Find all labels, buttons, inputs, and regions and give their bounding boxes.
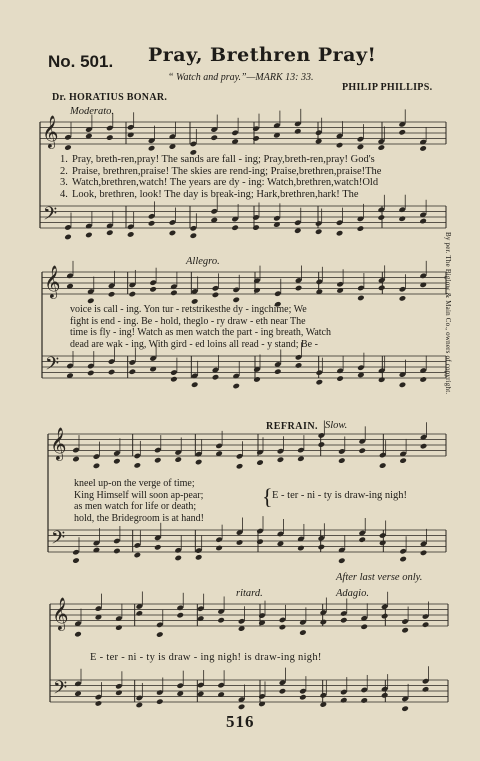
- note-head: [170, 376, 178, 383]
- note-head: [420, 443, 428, 450]
- note-head: [399, 457, 407, 464]
- note-head: [320, 619, 328, 626]
- note-head: [115, 624, 123, 631]
- note-head: [299, 694, 307, 701]
- note-head: [212, 292, 220, 299]
- refrain-lyrics: E - ter - ni - ty is draw-ing nigh!: [272, 490, 408, 501]
- note-head: [274, 368, 282, 375]
- lyric-line: hold, the Bridegroom is at hand!: [74, 512, 204, 524]
- note-head: [357, 225, 365, 232]
- lyric-line: voice is call - ing. Yon tur - retstrikesthe dy - ingchime; We: [70, 304, 307, 315]
- note-head: [360, 624, 368, 631]
- note-head: [174, 555, 182, 562]
- note-head: [190, 232, 198, 239]
- note-head: [379, 462, 387, 469]
- note-head: [318, 441, 326, 448]
- note-head: [87, 370, 95, 377]
- note-head: [336, 375, 344, 382]
- lyric-line: 3. Watch,brethren,watch! The years are dy - ing: Watch,brethren,watch!Old: [60, 177, 379, 188]
- note-head: [358, 536, 366, 543]
- note-head: [252, 135, 260, 142]
- note-head: [253, 376, 261, 383]
- note-head: [419, 145, 427, 152]
- note-head: [210, 134, 218, 141]
- lyric-line: as men watch for life or death;: [74, 501, 197, 512]
- note-head: [338, 557, 346, 564]
- composer-credit: PHILIP PHILLIPS.: [342, 82, 433, 93]
- performance-note: After last verse only.: [336, 572, 423, 583]
- tempo-marking: Slow.: [325, 420, 348, 431]
- note-head: [113, 458, 121, 465]
- note-head: [129, 368, 137, 375]
- note-head: [64, 234, 72, 241]
- note-head: [253, 287, 261, 294]
- note-head: [294, 128, 302, 135]
- note-head: [232, 383, 240, 390]
- lyric-line: kneel up-on the verge of time;: [74, 478, 195, 489]
- note-head: [74, 631, 82, 638]
- note-head: [378, 144, 386, 151]
- system4-bass-clef: 𝄢: [53, 678, 68, 703]
- note-head: [238, 704, 246, 711]
- page-number: 516: [226, 712, 255, 731]
- brace: {: [262, 484, 273, 509]
- note-head: [195, 554, 203, 561]
- note-head: [277, 456, 285, 463]
- note-head: [378, 376, 386, 383]
- note-head: [256, 538, 264, 545]
- note-head: [127, 231, 135, 238]
- note-head: [106, 134, 114, 141]
- note-head: [134, 462, 142, 469]
- note-head: [72, 557, 80, 564]
- note-head: [401, 705, 409, 712]
- note-head: [315, 228, 323, 235]
- note-head: [399, 556, 407, 563]
- note-head: [295, 285, 303, 292]
- note-head: [379, 540, 387, 547]
- note-head: [358, 447, 366, 454]
- system2-treble-clef: 𝄞: [44, 265, 61, 298]
- note-head: [340, 697, 348, 704]
- note-head: [357, 144, 365, 151]
- lyric-line: time is fly - ing! Watch as men watch the part - ing breath, Watch: [70, 327, 331, 338]
- tempo-marking: Moderato.: [70, 106, 115, 117]
- note-head: [419, 218, 427, 225]
- note-head: [212, 374, 220, 381]
- scripture-reference: “ Watch and pray.”—MARK 13: 33.: [168, 72, 314, 83]
- note-head: [170, 290, 178, 297]
- note-head: [176, 612, 184, 619]
- note-head: [156, 698, 164, 705]
- note-head: [299, 629, 307, 636]
- note-head: [154, 457, 162, 464]
- note-head: [148, 145, 156, 152]
- lyric-line: 2. Praise, brethren,praise! The skies are rend-ing; Praise,brethren,praise!The: [60, 165, 382, 177]
- note-head: [106, 229, 114, 236]
- note-head: [95, 700, 103, 707]
- note-head: [231, 224, 239, 231]
- note-head: [127, 132, 135, 139]
- note-head: [256, 459, 264, 466]
- author-credit: Dr. HORATIUS BONAR.: [52, 92, 168, 103]
- note-head: [64, 144, 72, 151]
- note-head: [134, 552, 142, 559]
- lyric-line: King Himself will soon ap-pear;: [74, 489, 204, 501]
- system4-treble-clef: 𝄞: [52, 597, 69, 630]
- note-head: [422, 621, 430, 628]
- system1-bass-clef: 𝄢: [43, 204, 58, 229]
- note-head: [85, 232, 93, 239]
- note-head: [93, 463, 101, 470]
- note-head: [136, 702, 144, 709]
- note-head: [148, 220, 156, 227]
- note-head: [297, 455, 305, 462]
- hymn-title: Pray, Brethren Pray!: [148, 44, 377, 66]
- hymn-number: No. 501.: [48, 52, 114, 71]
- system2-bass-clef: 𝄢: [45, 354, 60, 379]
- lyric-line: fight is end - ing. Be - hold, theglo - ry draw - eth near The: [70, 315, 306, 327]
- note-head: [315, 138, 323, 145]
- note-head: [297, 545, 305, 552]
- note-head: [217, 617, 225, 624]
- system3-bass-clef: 𝄢: [51, 528, 66, 553]
- note-head: [401, 627, 409, 634]
- note-head: [169, 230, 177, 237]
- note-head: [338, 457, 346, 464]
- note-head: [398, 129, 406, 136]
- note-head: [191, 381, 199, 388]
- note-head: [399, 295, 407, 302]
- note-head: [232, 297, 240, 304]
- note-head: [108, 369, 116, 376]
- note-head: [154, 544, 162, 551]
- note-head: [340, 617, 348, 624]
- note-head: [381, 692, 389, 699]
- note-head: [419, 282, 427, 289]
- system1-treble-clef: 𝄞: [42, 115, 59, 148]
- copyright-credit: By per. The Biglow & Main Co., owners of copyright.: [444, 232, 452, 395]
- note-head: [136, 610, 144, 617]
- tempo-marking: ritard.: [236, 588, 263, 599]
- note-head: [378, 214, 386, 221]
- system2-lyrics: [70, 304, 331, 350]
- note-head: [174, 456, 182, 463]
- refrain-label: REFRAIN.: [266, 421, 319, 432]
- note-head: [279, 624, 287, 631]
- note-head: [420, 550, 428, 557]
- note-head: [336, 142, 344, 149]
- system3-lyrics: [74, 478, 204, 524]
- system4-lyrics: E - ter - ni - ty is draw - ing nigh! is draw-ing nigh!: [90, 652, 322, 663]
- note-head: [318, 544, 326, 551]
- note-head: [72, 456, 80, 463]
- note-head: [215, 545, 223, 552]
- note-head: [419, 376, 427, 383]
- tempo-marking: Allegro.: [186, 256, 220, 267]
- system1-lyrics: [60, 154, 381, 200]
- note-head: [398, 215, 406, 222]
- note-head: [279, 688, 287, 695]
- system3-treble-clef: 𝄞: [50, 427, 67, 460]
- note-head: [422, 686, 430, 693]
- lyric-line: dead are wak - ing, With gird - ed loins all read - y stand; Be -: [70, 338, 318, 350]
- note-head: [129, 291, 137, 298]
- note-head: [252, 224, 260, 231]
- note-head: [295, 362, 303, 369]
- note-head: [156, 631, 164, 638]
- note-head: [378, 285, 386, 292]
- note-head: [316, 379, 324, 386]
- note-head: [336, 230, 344, 237]
- note-head: [195, 459, 203, 466]
- note-head: [277, 540, 285, 547]
- lyric-line: 1. Pray, breth-ren,pray! The sands are fall - ing; Pray,breth-ren,pray! God's: [60, 154, 375, 165]
- tempo-marking: Adagio.: [336, 588, 369, 599]
- note-head: [360, 697, 368, 704]
- note-head: [113, 548, 121, 555]
- note-head: [108, 291, 116, 298]
- note-head: [357, 295, 365, 302]
- note-head: [236, 463, 244, 470]
- note-head: [115, 689, 123, 696]
- note-head: [399, 382, 407, 389]
- lyric-line: 4. Look, brethren, look! The day is break-ing; Hark,brethren,hark! The: [60, 188, 359, 200]
- note-head: [149, 286, 157, 293]
- note-head: [236, 539, 244, 546]
- note-head: [381, 613, 389, 620]
